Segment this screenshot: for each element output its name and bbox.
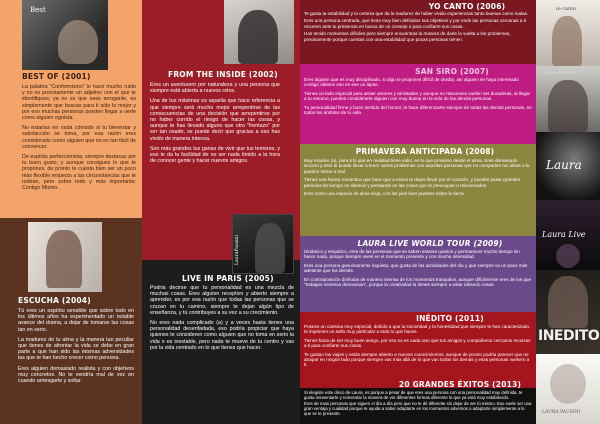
primavera-cover xyxy=(536,132,600,200)
escucha-paragraph: Tú eres un espíritu sensible que sobre todo en los últimos años ha experimentado un notable avance del drama, a dejar de tomarse las cosas tan en serio. xyxy=(18,308,134,333)
inedito-cover xyxy=(536,270,600,354)
grandes-exitos-paragraph: Eres de esas personas que siguen el día a día pero que no te dé diferente sin dejar de ser tú mismo. Eso suele ser una gran ventaja y cualidad porque te ayuda a saber adaptarte en los momentos adversos o adaptarte simplemente a lo que se te presente. xyxy=(304,401,532,416)
escucha-paragraph: Eres alguien demasiado realista y con objetivos muy concretos. No te vendría mal de vez en cuando arriesgarte y soltar. xyxy=(18,365,134,385)
yo-canto-paragraph: Has tenido momentos difíciles pero siempre encuentras la manera de darle la vuelta a los problemas, precisamente porque cuentas con una estabilidad que pocas personas tienen. xyxy=(304,31,511,42)
cover-portrait xyxy=(255,223,285,273)
inedito-text xyxy=(304,324,532,368)
yo-canto-title: YO CANTO (2006) xyxy=(428,2,506,11)
best-of-paragraph: No estarías en nada cómodo si tu bienestar y satisfacción se toma, por esa razón eres considerado como alguien que no es tan fácil de convencer. xyxy=(22,125,136,150)
inedito-title: INÉDITO (2011) xyxy=(416,314,484,323)
cover-portrait xyxy=(552,16,582,66)
cover-portrait xyxy=(46,230,82,288)
inedito-paragraph: Tienes fama de ser muy buen amigo, por eso no es nada raro que tus amigos y compañeros cercanos recurran a ti para confiarte sus cosas. xyxy=(304,337,531,349)
escucha-cover xyxy=(28,222,102,292)
world-tour-cover xyxy=(536,200,600,270)
from-the-inside-title: FROM THE INSIDE (2002) xyxy=(168,70,278,79)
grandes-exitos-text xyxy=(304,390,532,416)
san-siro-cover-text: LAURA PAUSINI xyxy=(542,70,577,75)
yo-canto-cover xyxy=(536,0,600,66)
primavera-text xyxy=(304,158,532,196)
primavera-title: PRIMAVERA ANTICIPADA (2008) xyxy=(355,147,495,156)
best-of-paragraph: La palabra "Conformismo" le hace mucho ruido y no es precisamente un adjetivo con el que te identifiques; ya no es que seas arrogante, es simplemente que buscas para ti sólo lo mejor y por eso muchas personas pueden llegar a verte como alguien egoísta. xyxy=(22,84,136,122)
cover-portrait xyxy=(548,276,588,328)
world-tour-paragraph: En contraposición disfrutas de manera intensa de los momentos tranquilos, aunque difícilmente eres de los que "trabajan mientras descansan", porque la creatividad la tienes siempre a estar ideando cosas. xyxy=(304,276,532,288)
from-the-inside-paragraph: Eres un aventurero por naturaleza y una persona que siempre está abierta a nuevos retos. xyxy=(150,82,280,95)
live-in-paris-paragraph: No eres nada complicado (a) y a veces hasta tienes una personalidad desenfadada, eso podría propiciar que haya quienes te consideren como alguien que no toma en serio la vida o es inestable, pero nada te mueve de tu centro y vas por la vida centrado en lo que tienes que hacer. xyxy=(150,320,294,351)
san-siro-paragraph: Tu personalidad firme y buen sentido del humor, te hace diferenciarte siempre de todas las demás personas, en todos los ámbitos de tu vida. xyxy=(304,104,532,116)
primavera-paragraph: Muy intuitivo (a), para ti lo que en realidad tiene valor, es lo que proviene desde el alma. Eres demasiado sincero y esto te puede llevar a tener varios problemas con aquellas personas que no comparten tus ideas o lo pueden tomar a mal. xyxy=(304,158,530,174)
inedito-paragraph: Posees un carisma muy especial, debido a que la sinceridad y la honestidad que siempre te han caracterizado, te imprimen un sello muy particular a todo lo que haces. xyxy=(304,324,531,335)
cover-portrait xyxy=(58,20,98,64)
primavera-paragraph: Eres como una especie de alma vieja, con los pies bien puestos sobre la tierra. xyxy=(304,191,466,197)
grandes-exitos-paragraph: Si elegiste este disco de Laura, es porque a pesar de que eres una persona con una personalidad muy definida, te gusta reinventarte y reinventar la manera de ver diferentes formas diferente lo que ya está muy establecido. xyxy=(304,390,523,400)
cover-portrait xyxy=(550,364,586,404)
yo-canto-paragraph: Eres una persona centrada, que tiene muy bien definidos sus objetivos y por ende las personas cercanas a ti recurren ante tu presencia en busca de un consejo o para confiarte sus cosas. xyxy=(304,18,526,29)
best-of-cover xyxy=(22,0,108,70)
san-siro-paragraph: Eres alguien que es muy disciplinado, si algo te propones difícil de olvidar, así alguien se haya interesado contigo obtiene eso en ese un lapso. xyxy=(304,77,519,88)
live-in-paris-cover-text: LauraPausini xyxy=(235,235,240,265)
escucha-paragraph: La madurez de tu alma y la manera tan peculiar que tienes de afrontar la vida se debe en gran parte a que han sido las mismas adversidades las que te han hecho crecer como persona. xyxy=(18,336,134,362)
from-the-inside-cover xyxy=(224,0,294,64)
from-the-inside-paragraph: Una de tus máximas es aquella que hace referencia a que siempre será mucho mejor arrepentirse de las consecuencias de una decisión que arrepentirse por no haber corrido el riesgo de hacer las cosas, y aunque te has llevado alguno que otro "frentazo" por ser tan osado, se puede decir que gracias a eso has vivido de manera intensa. xyxy=(150,98,280,142)
san-siro-title: SAN SIRO (2007) xyxy=(415,67,489,76)
cover-portrait xyxy=(548,80,588,132)
inedito-paragraph: Te gustan las viajes y estás siempre abierto a nuevos conocimientos, aunque de pronto podría parecer que no atrapar en ningún lado porque siempre vas más allá de lo que van todos los demás y esas personas vuelven a ti. xyxy=(304,351,530,368)
world-tour-title: LAURA LIVE WORLD TOUR (2009) xyxy=(357,239,503,248)
best-of-cover-text: Best xyxy=(30,6,46,14)
primavera-paragraph: Tienes una faceta romántica que hace que a veces te dejes llevar por el corazón, y puedes pasar grandes periodos de tiempo en silencio y pensando en las cosas que te preocupan o relacionadas. xyxy=(304,177,520,188)
grandes-exitos-cover xyxy=(536,354,600,424)
best-of-title: BEST OF (2001) xyxy=(22,72,91,81)
san-siro-text xyxy=(304,77,532,115)
cover-portrait xyxy=(238,10,278,64)
grandes-exitos-cover-text: LAURA PAUSINI xyxy=(542,410,581,415)
world-tour-paragraph: Dinámico y empático, eres de las personas que se saben estarse quietos y permanecer mucho tiempo sin hacer nada, porque siempre vives en el momento presente y con mucha intensidad. xyxy=(304,249,520,260)
live-in-paris-cover xyxy=(232,214,294,274)
escucha-text xyxy=(18,308,134,388)
world-tour-paragraph: Eres una persona genuinamente inquieta, que gusta de las actividades del día y que siempre va un paso más adelante que los demás. xyxy=(304,262,528,274)
cover-portrait xyxy=(556,244,580,268)
yo-canto-paragraph: Te gusta la estabilidad y la certeza que da la madurez de haber vivido experiencias tanto buenas como malas. xyxy=(304,11,529,16)
live-in-paris-title: LIVE IN PARIS (2005) xyxy=(182,274,274,283)
san-siro-paragraph: Tienes un lado especial para atraer amores y amistades y aunque no relaciones suelen ser duraderas, al llegar a tu entorno, puedes considerarte alguien con muy buena en la vida de las demás personas. xyxy=(304,90,531,102)
escucha-title: ESCUCHA (2004) xyxy=(18,296,91,305)
inedito-cover-text: INEDITO xyxy=(538,328,600,344)
world-tour-cover-text: Laura Live xyxy=(542,230,586,239)
from-the-inside-paragraph: Son más grandes tus ganas de vivir que tus temores, y eso te da la facilidad de no ser nada tímido a la hora de conocer gente y hacer nuevos amigos. xyxy=(150,145,280,165)
grandes-exitos-title: 20 GRANDES ÉXITOS (2013) xyxy=(398,380,522,389)
yo-canto-cover-text: io canto xyxy=(556,6,577,12)
world-tour-text xyxy=(304,249,532,287)
primavera-cover-text: Laura xyxy=(546,158,582,172)
best-of-text xyxy=(22,84,136,195)
live-in-paris-paragraph: Podría decirse que tu personalidad es una mezcla de muchas cosas. Eres alguien receptivo y abierto siempre a aprender, es por esa razón que todas las personas que se cruzan en tu camino, siempre te dejan algún tipo de enseñanza, y tú contribuyes a su vez a su crecimiento. xyxy=(150,285,294,316)
from-the-inside-text xyxy=(150,82,280,168)
live-in-paris-text xyxy=(150,285,294,355)
yo-canto-text xyxy=(304,11,532,42)
best-of-paragraph: De espíritu perfeccionista, siempre destacas por tu buen gusto, y aunque consigues lo que te propones, de pronto te cuesta bien ser un poco más flexible respecto a las circunstancias que te rodean, pero sobre todo y más importante: Contigo Mismo. xyxy=(22,154,136,192)
san-siro-cover xyxy=(536,66,600,132)
